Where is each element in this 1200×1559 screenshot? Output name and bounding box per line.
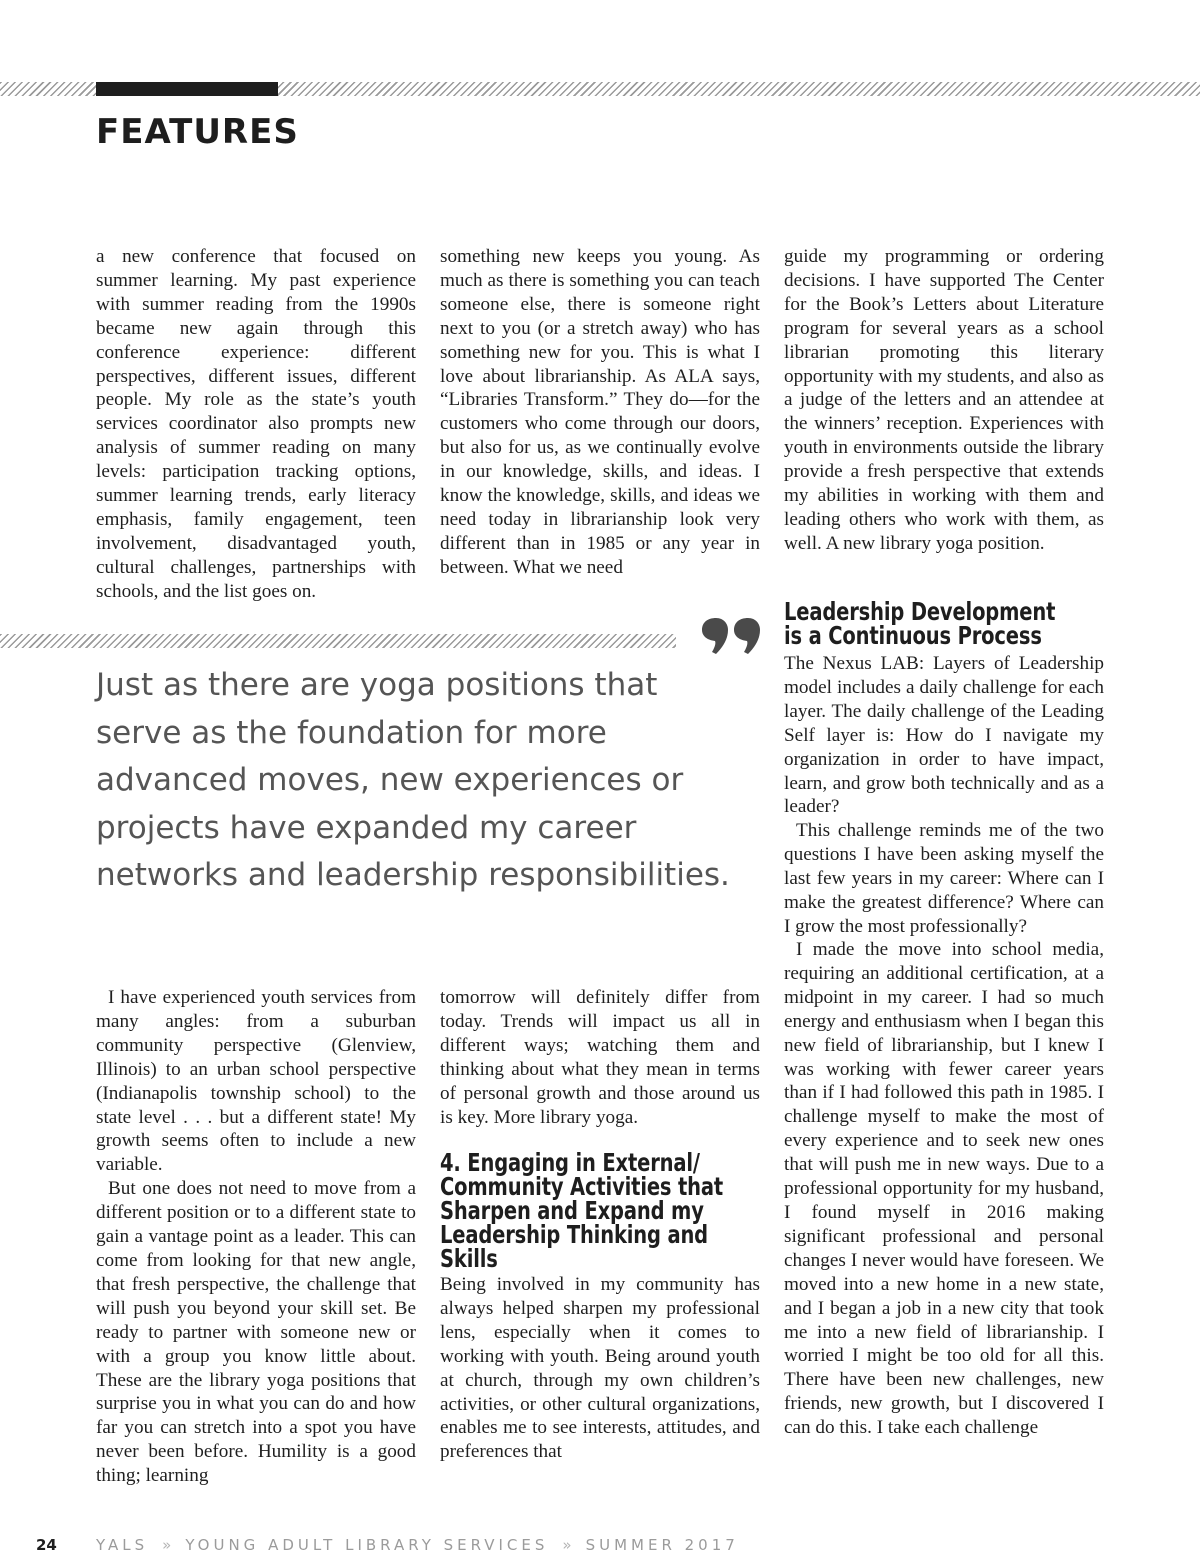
column-3-top <box>784 245 1104 556</box>
paragraph: I have experienced youth services from many angles: from a suburban community perspective (Glenview, Illinois) to an urban school perspective (Indianapolis township school) to the state level . . . but a different state! My growth seems often to include a new variable. <box>96 987 416 1176</box>
footer-separator: » <box>162 1536 172 1554</box>
quotation-mark-icon <box>698 596 762 660</box>
column-1-top <box>96 245 416 604</box>
paragraph: Being involved in my community has always helped sharpen my professional lens, especially when it comes to working with youth. Being around youth at church, through my own children’s activities, or other cultural organizations, enables me to see interests, attitudes, and preferences that <box>440 1274 760 1463</box>
section-heading-leadership <box>784 597 1096 650</box>
footer-separator: » <box>562 1536 572 1554</box>
pull-quote: Just as there are yoga positions that serve as the foundation for more advanced moves, new experiences or projects have expanded my career networks and leadership responsibilities. <box>96 667 730 893</box>
paragraph: The Nexus LAB: Layers of Leadership model includes a daily challenge for each layer. The daily challenge of the Leading Self layer is: How do I navigate my organization in order to have impact, learn, and grow both technically and as a leader? <box>784 653 1104 818</box>
paragraph: But one does not need to move from a different position or to a different state to gain a vantage point as a leader. This can come from looking for that new angle, that fresh perspective, the challenge that will push you beyond your skill set. Be ready to partner with someone new or with a group you know little about. These are the library yoga positions that surprise you in what you can do and how far you can stretch into a spot you have never been before. Humility is a good thing; learning <box>96 1178 416 1487</box>
issue-label: SUMMER 2017 <box>585 1536 739 1554</box>
page-number: 24 <box>36 1536 57 1554</box>
column-1-bottom <box>96 986 416 1488</box>
page-footer <box>36 1533 739 1557</box>
section-heading-engaging: 4. Engaging in External/ Community Activities that Sharpen and Expand my Leadership Thinking and Skills <box>440 1148 724 1273</box>
paragraph: guide my programming or ordering decisions. I have supported The Center for the Book’s Letters about Literature program for several years as a school librarian promoting this literary opportunity with my students, and also as a judge of the letters and an attendee at the winners’ reception. Experiences with youth in environments outside the library provide a fresh perspective that extends my abilities in working with them and leading others who work with them, as well. A new library yoga position. <box>784 246 1104 554</box>
heading-line: Leadership Development <box>784 597 1056 626</box>
paragraph: a new conference that focused on summer learning. My past experience with summer reading from the 1990s became new again through this conference experience: different perspectives, different issues, different people. My role as the state’s youth services coordinator also prompts new analysis of summer reading on many levels: participation tracking options, summer learning trends, early literacy emphasis, family engagement, teen involvement, disadvantaged youth, cultural challenges, partnerships with schools, and the list goes on. <box>96 246 416 602</box>
journal-name: YOUNG ADULT LIBRARY SERVICES <box>185 1536 549 1554</box>
paragraph: I made the move into school media, requiring an additional certification, at a midpoint in my career. I had so much energy and enthusiasm when I began this new field of librarianship, but I knew I was working with fewer career years than if I had followed this path in 1985. I challenge myself to make the most of every experience and to seek new ones that will push me in new ways. Due to a professional opportunity for my husband, I found myself in 2016 making significant professional and personal changes I never would have foreseen. We moved into a new home in a new state, and I began a job in a new city that took me into a new field of librarianship. I worried I might be too old for all this. There have been new challenges, new friends, new growth, but I discovered I can do this. I take each challenge <box>784 939 1104 1439</box>
column-3-bottom <box>784 938 1104 1440</box>
paragraph: tomorrow will definitely differ from today. Trends will impact us all in different ways; watching them and thinking about what they mean in terms of personal growth and those around us is key. More library yoga. <box>440 987 760 1128</box>
section-label: FEATURES <box>96 112 299 152</box>
section-marker-bar <box>96 82 278 96</box>
column-2-bottom-continued <box>440 1273 760 1464</box>
paragraph: something new keeps you young. As much as there is something you can teach someone else, there is someone right next to you (or a stretch away) who has something new for you. This is what I love about librarianship. As ALA says, “Libraries Transform.” They do—for the customers who come through our doors, but also for us, as we continually evolve in our knowledge, skills, and ideas. I know the knowledge, skills, and ideas we need today in librarianship look very different than in 1985 or any year in between. What we need <box>440 246 760 578</box>
pull-quote-hatch-rule <box>0 634 676 648</box>
heading-line: is a Continuous Process <box>784 621 1042 650</box>
column-3-middle <box>784 652 1104 939</box>
column-2-top <box>440 245 760 580</box>
journal-abbrev: YALS <box>96 1536 149 1554</box>
column-2-bottom <box>440 986 760 1129</box>
paragraph: This challenge reminds me of the two questions I have been asking myself the last few years in my career: Where can I make the greatest difference? Where can I grow the most professionally? <box>784 820 1104 937</box>
